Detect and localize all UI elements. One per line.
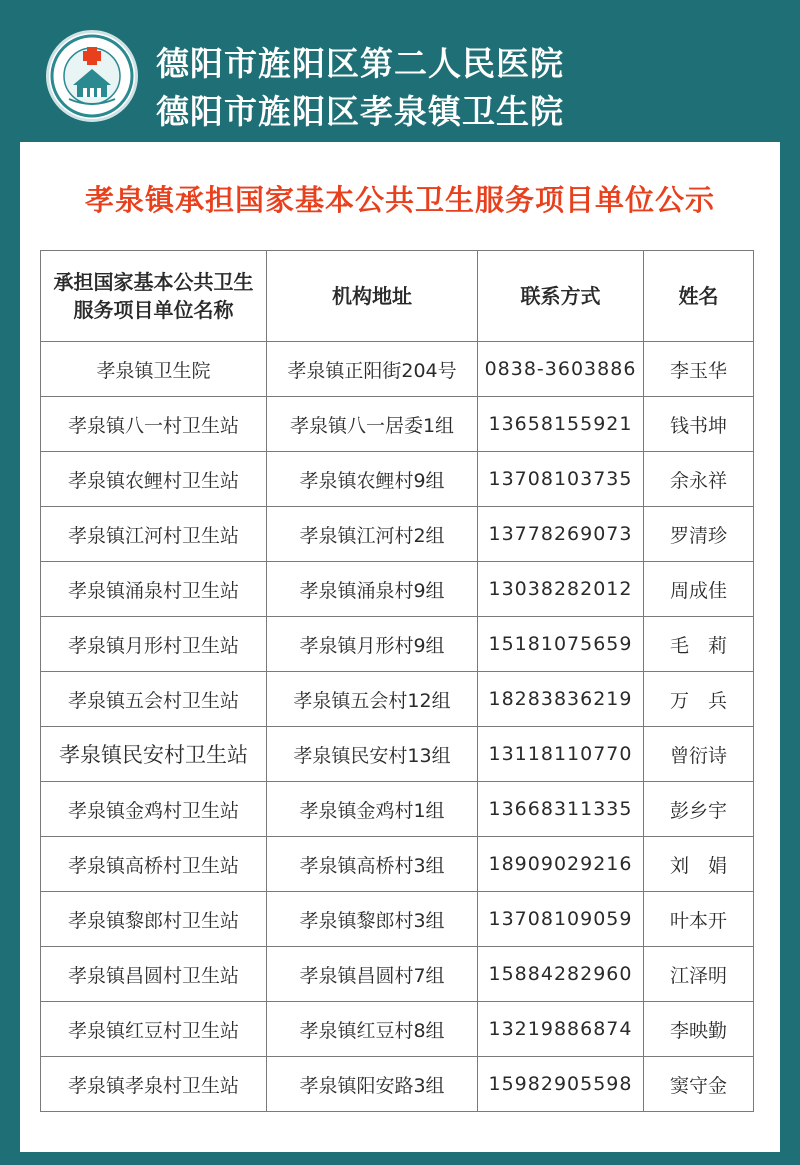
table-row: [41, 672, 754, 727]
column-header-phone: 联系方式: [478, 251, 644, 342]
service-units-table: [40, 250, 754, 1112]
column-header-unit: 承担国家基本公共卫生服务项目单位名称: [41, 251, 267, 342]
unit-cell: 孝泉镇涌泉村卫生站: [41, 562, 267, 617]
unit-cell: 孝泉镇八一村卫生站: [41, 397, 267, 452]
unit-cell: 孝泉镇农鲤村卫生站: [41, 452, 267, 507]
contact-name-cell: 钱书坤: [644, 397, 754, 452]
contact-name-cell: 窦守金: [644, 1057, 754, 1112]
phone-cell: 13708109059: [478, 892, 644, 947]
address-cell: 孝泉镇红豆村8组: [267, 1002, 478, 1057]
table-row: [41, 617, 754, 672]
unit-cell: 孝泉镇五会村卫生站: [41, 672, 267, 727]
address-cell: 孝泉镇涌泉村9组: [267, 562, 478, 617]
table-row: [41, 562, 754, 617]
contact-name-cell: 周成佳: [644, 562, 754, 617]
address-cell: 孝泉镇阳安路3组: [267, 1057, 478, 1112]
unit-cell: 孝泉镇孝泉村卫生站: [41, 1057, 267, 1112]
phone-cell: 15884282960: [478, 947, 644, 1002]
phone-cell: 15982905598: [478, 1057, 644, 1112]
contact-name-cell: 罗清珍: [644, 507, 754, 562]
phone-cell: 13708103735: [478, 452, 644, 507]
address-cell: 孝泉镇月形村9组: [267, 617, 478, 672]
contact-name-cell: 江泽明: [644, 947, 754, 1002]
table-row: [41, 1057, 754, 1112]
hospital-name-primary: 德阳市旌阳区第二人民医院: [156, 44, 564, 83]
column-header-address: 机构地址: [267, 251, 478, 342]
hospital-logo-icon: [46, 30, 138, 122]
contact-name-cell: 李玉华: [644, 342, 754, 397]
phone-cell: 13118110770: [478, 727, 644, 782]
contact-name-cell: 彭乡宇: [644, 782, 754, 837]
table-row: [41, 342, 754, 397]
table-row: [41, 507, 754, 562]
unit-cell: 孝泉镇昌圆村卫生站: [41, 947, 267, 1002]
unit-cell: 孝泉镇红豆村卫生站: [41, 1002, 267, 1057]
address-cell: 孝泉镇农鲤村9组: [267, 452, 478, 507]
table-row: [41, 782, 754, 837]
contact-name-cell: 毛 莉: [644, 617, 754, 672]
table-row: [41, 1002, 754, 1057]
contact-name-cell: 叶本开: [644, 892, 754, 947]
phone-cell: 13219886874: [478, 1002, 644, 1057]
contact-name-cell: 余永祥: [644, 452, 754, 507]
phone-cell: 18283836219: [478, 672, 644, 727]
phone-cell: 13658155921: [478, 397, 644, 452]
phone-cell: 0838-3603886: [478, 342, 644, 397]
table-header-row: [41, 251, 754, 342]
unit-cell: 孝泉镇卫生院: [41, 342, 267, 397]
contact-name-cell: 李映勤: [644, 1002, 754, 1057]
phone-cell: 15181075659: [478, 617, 644, 672]
unit-cell: 孝泉镇民安村卫生站: [41, 727, 267, 782]
table-row: [41, 397, 754, 452]
address-cell: 孝泉镇八一居委1组: [267, 397, 478, 452]
notice-title: 孝泉镇承担国家基本公共卫生服务项目单位公示: [84, 183, 715, 217]
address-cell: 孝泉镇昌圆村7组: [267, 947, 478, 1002]
address-cell: 孝泉镇正阳街204号: [267, 342, 478, 397]
contact-name-cell: 曾衍诗: [644, 727, 754, 782]
table-row: [41, 452, 754, 507]
address-cell: 孝泉镇金鸡村1组: [267, 782, 478, 837]
unit-cell: 孝泉镇月形村卫生站: [41, 617, 267, 672]
unit-cell: 孝泉镇江河村卫生站: [41, 507, 267, 562]
unit-cell: 孝泉镇高桥村卫生站: [41, 837, 267, 892]
hospital-name-secondary: 德阳市旌阳区孝泉镇卫生院: [156, 92, 564, 131]
contact-name-cell: 万 兵: [644, 672, 754, 727]
address-cell: 孝泉镇黎郎村3组: [267, 892, 478, 947]
contact-name-cell: 刘 娟: [644, 837, 754, 892]
table-row: [41, 947, 754, 1002]
phone-cell: 13038282012: [478, 562, 644, 617]
address-cell: 孝泉镇民安村13组: [267, 727, 478, 782]
phone-cell: 18909029216: [478, 837, 644, 892]
phone-cell: 13668311335: [478, 782, 644, 837]
unit-cell: 孝泉镇黎郎村卫生站: [41, 892, 267, 947]
table-row: [41, 892, 754, 947]
address-cell: 孝泉镇五会村12组: [267, 672, 478, 727]
header-banner: [0, 0, 800, 142]
address-cell: 孝泉镇江河村2组: [267, 507, 478, 562]
table-row: [41, 837, 754, 892]
address-cell: 孝泉镇高桥村3组: [267, 837, 478, 892]
column-header-name: 姓名: [644, 251, 754, 342]
phone-cell: 13778269073: [478, 507, 644, 562]
unit-cell: 孝泉镇金鸡村卫生站: [41, 782, 267, 837]
table-row: [41, 727, 754, 782]
